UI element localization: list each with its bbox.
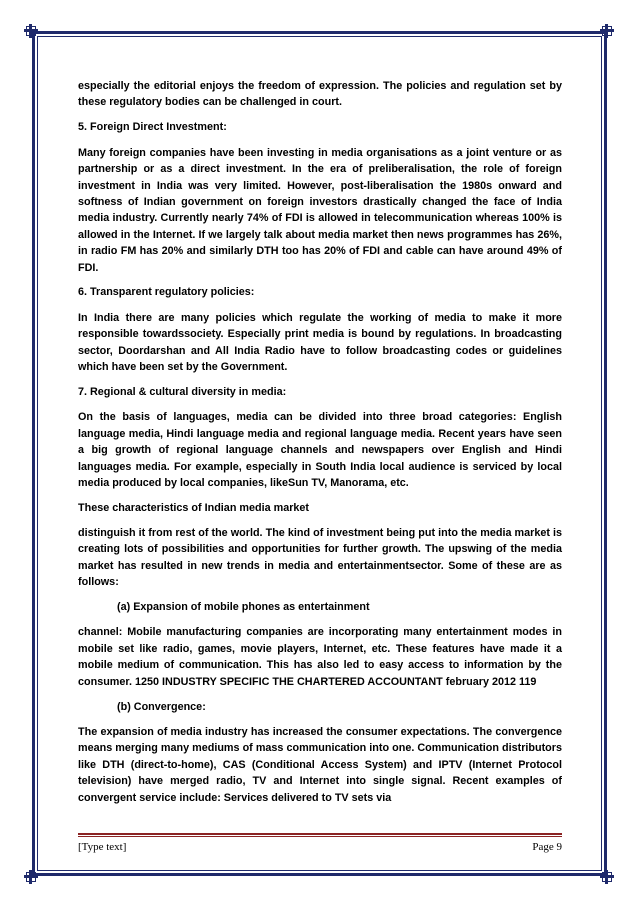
page-number: Page 9 [532,841,562,853]
paragraph-mobile: channel: Mobile manufacturing companies are incorporating many entertainment modes in mobile set like radio, games, movie players, Internet, etc. These features have made it a mobile medium of communication. This has also led to easy access to information by the consumer. 1250 INDUSTRY SPECIFIC THE CHARTERED ACCOUNTANT february 2012 119 [78,626,562,688]
paragraph-transparent: In India there are many policies which regulate the working of media to make it more responsible towardssociety. Especially print media is bound by regulations. In broadcasting sector, Doordarshan and All India Radio have to follow broadcasting codes or guidelines which have been set by the Government. [78,311,562,374]
corner-ornament-top-right [600,24,614,38]
paragraph-characteristics: These characteristics of Indian media market [78,501,310,514]
heading-mobile-phones: (a) Expansion of mobile phones as entertainment [117,600,370,613]
paragraph-editorial: especially the editorial enjoys the freedom of expression. The policies and regulation set by these regulatory bodies can be challenged in court. [78,80,562,109]
document-body [78,78,562,814]
paragraph-fdi: Many foreign companies have been investing in media organisations as a joint venture or as partnership or as a direct investment. In the era of preliberalisation, the role of foreign investment in India was very limited. However, post-liberalisation the 1980s onward and softness of Indian government on foreign investors drastically changed the face of India media industry. Currently nearly 74% of FDI is allowed in telecommunication whereas 100% is allowed in the Internet. If we largely talk about media market then news programmes has 26%, in radio FM has 20% and similarly DTH too has 20% of FDI and cable can have around 49% of FDI. [78,146,562,274]
paragraph-distinguish: distinguish it from rest of the world. The kind of investment being put into the media market is creating lots of possibilities and opportunities for further growth. The upswing of the media market has resulted in new trends in media and entertainmentsector. Some of these are as follows: [78,526,562,589]
paragraph-convergence: The expansion of media industry has increased the consumer expectations. The convergence means merging many mediums of mass communication into one. Communication distributors like DTH (direct-to-home), CAS (Conditional Access System) and IPTV (Internet Protocol television) have merged radio, TV and Internet into single signal. Recent examples of convergent service include: Services delivered to TV sets via [78,725,562,804]
corner-ornament-bottom-right [600,870,614,884]
footer-rule-thin [78,836,562,837]
corner-ornament-bottom-left [24,870,38,884]
corner-ornament-top-left [24,24,38,38]
heading-convergence: (b) Convergence: [117,700,206,713]
heading-foreign-direct-investment: 5. Foreign Direct Investment: [78,121,227,134]
page-footer [78,841,562,853]
footer-rule-thick [78,833,562,835]
footer-left-text: [Type text] [78,841,127,853]
heading-regional-cultural-diversity: 7. Regional & cultural diversity in media: [78,386,287,398]
heading-transparent-regulatory-policies: 6. Transparent regulatory policies: [78,286,255,299]
paragraph-regional: On the basis of languages, media can be divided into three broad categories: English language media, Hindi language media and regional language media. Recent years have seen a big growth of regional language channels and newspapers over English and Hindi languages media. For example, especially in South India local audience is serviced by local media produced by local companies, likeSun TV, Manorama, etc. [78,411,562,490]
